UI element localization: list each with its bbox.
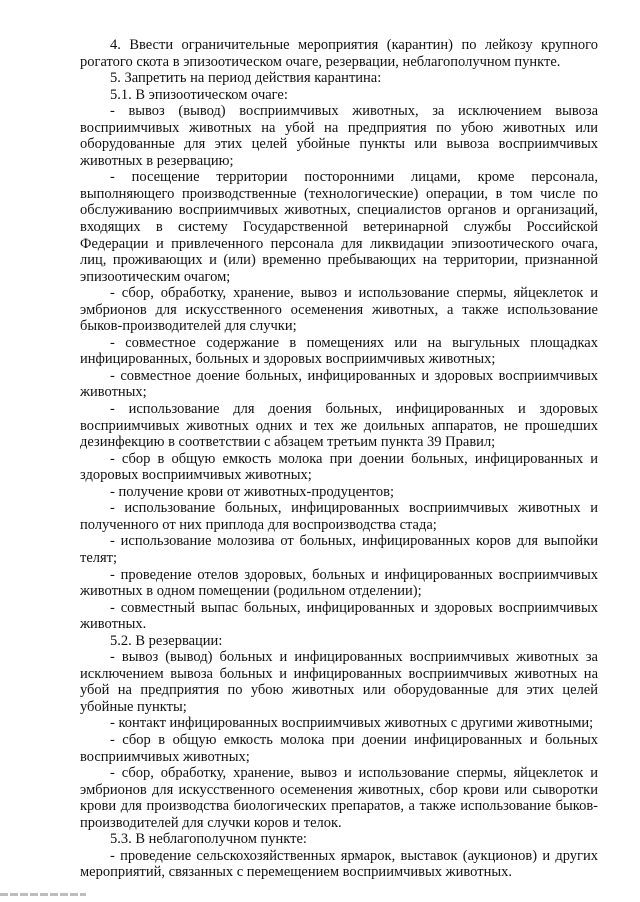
list-item: - вывоз (вывод) восприимчивых животных, за исключением вывоза восприимчивых животных на убой на предприятия по убою животных или оборудованные для этих целей убойные пункты или вывоза восприимчивых животных в резервацию; bbox=[80, 103, 598, 169]
document-page bbox=[80, 37, 598, 881]
section-heading-outbreak: 5.1. В эпизоотическом очаге: bbox=[110, 86, 288, 103]
list-item: - совместное содержание в помещениях или на выгульных площадках инфицированных, больных и здоровых восприимчивых животных; bbox=[80, 334, 598, 368]
list-item: - получение крови от животных-продуцентов; bbox=[110, 483, 395, 500]
list-item: - использование больных, инфицированных восприимчивых животных и полученного от них приплода для воспроизводства стада; bbox=[80, 500, 598, 533]
list-item: - использование для доения больных, инфицированных и здоровых восприимчивых животных одних и тех же доильных аппаратов, не прошедших дезинфекцию в соответствии с абзацем третьим пункта 39 Правил; bbox=[80, 401, 598, 451]
page-edge-mark bbox=[0, 893, 86, 896]
list-item: - сбор в общую емкость молока при доении больных, инфицированных и здоровых восприимчивых животных; bbox=[80, 450, 598, 484]
paragraph-quarantine-intro: 4. Ввести ограничительные мероприятия (карантин) по лейкозу крупного рогатого скота в эпизоотическом очаге, резервации, неблагополучном пункте. bbox=[80, 37, 598, 70]
list-item: - контакт инфицированных восприимчивых животных с другими животными; bbox=[110, 715, 594, 732]
list-item: - сбор в общую емкость молока при доении инфицированных и больных восприимчивых животных; bbox=[80, 731, 598, 765]
list-item: - посещение территории посторонними лицами, кроме персонала, выполняющего производственные (технологические) операции, в том числе по обслуживанию восприимчивых животных, специалистов органов и организаций, входящих в систему Государственной ветеринарной службы Российской Федерации и привлеченного персонала для ликвидации эпизоотического очага, лиц, проживающих и (или) временно пребывающих на территории, признанной эпизоотическим очагом; bbox=[80, 169, 598, 285]
list-item: - совместное доение больных, инфицированных и здоровых восприимчивых животных; bbox=[80, 367, 598, 401]
list-item: - совместный выпас больных, инфицированных и здоровых восприимчивых животных. bbox=[80, 599, 598, 633]
section-heading-reservation: 5.2. В резервации: bbox=[110, 632, 223, 649]
list-item: - вывоз (вывод) больных и инфицированных восприимчивых животных за исключением вывоза больных и инфицированных восприимчивых животных на убой на предприятия по убою животных или оборудованные для этих целей убойные пункты; bbox=[80, 649, 598, 715]
section-heading-unfavorable-point: 5.3. В неблагополучном пункте: bbox=[110, 831, 307, 848]
paragraph-prohibitions-heading: 5. Запретить на период действия карантина: bbox=[110, 70, 382, 87]
list-item: - сбор, обработку, хранение, вывоз и использование спермы, яйцеклеток и эмбрионов для искусственного осеменения животных, а также использование быков-производителей для случки; bbox=[80, 285, 598, 335]
list-item: - проведение отелов здоровых, больных и инфицированных восприимчивых животных в одном помещении (родильном отделении); bbox=[80, 566, 598, 600]
list-item: - сбор, обработку, хранение, вывоз и использование спермы, яйцеклеток и эмбрионов для искусственного осеменения животных, сбор крови или сыворотки крови для производства биологических препаратов, а также использование быков-производителей для случки коров и телок. bbox=[80, 765, 598, 831]
list-item: - использование молозива от больных, инфицированных коров для выпойки телят; bbox=[80, 533, 598, 566]
list-item: - проведение сельскохозяйственных ярмарок, выставок (аукционов) и других мероприятий, связанных с перемещением восприимчивых животных. bbox=[80, 847, 598, 881]
